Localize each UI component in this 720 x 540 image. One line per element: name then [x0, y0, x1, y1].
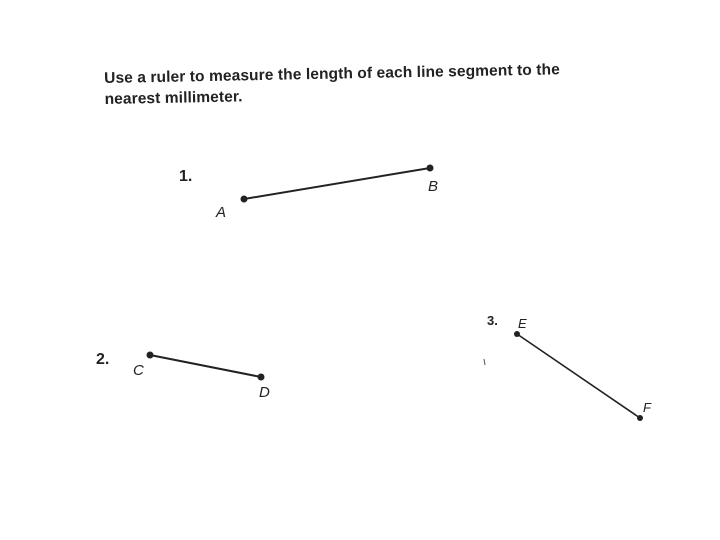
point-c-label: C [133, 362, 144, 379]
point-b-label: B [428, 178, 439, 195]
instructions-line-2: nearest millimeter. [104, 88, 243, 108]
point-e-label: E [518, 316, 527, 331]
point-f-label: F [643, 400, 651, 415]
segment-cd-line [150, 355, 261, 377]
problem-2-number: 2. [96, 351, 110, 368]
point-f [637, 415, 643, 421]
segment-ef [514, 331, 643, 421]
point-a-label: A [216, 204, 227, 221]
segment-ef-line [517, 334, 640, 418]
point-a [241, 196, 248, 203]
point-d-label: D [259, 384, 270, 401]
segment-ab [241, 165, 434, 203]
point-e [514, 331, 520, 337]
point-b [427, 165, 434, 172]
point-c [147, 352, 154, 359]
instructions-line-1: Use a ruler to measure the length of each line segment to the [104, 61, 560, 87]
point-d [258, 374, 265, 381]
scan-speck [484, 359, 485, 365]
problem-1-number: 1. [179, 168, 193, 185]
problem-3-number: 3. [487, 313, 498, 328]
segment-ab-line [244, 168, 430, 199]
segment-cd [147, 352, 265, 381]
